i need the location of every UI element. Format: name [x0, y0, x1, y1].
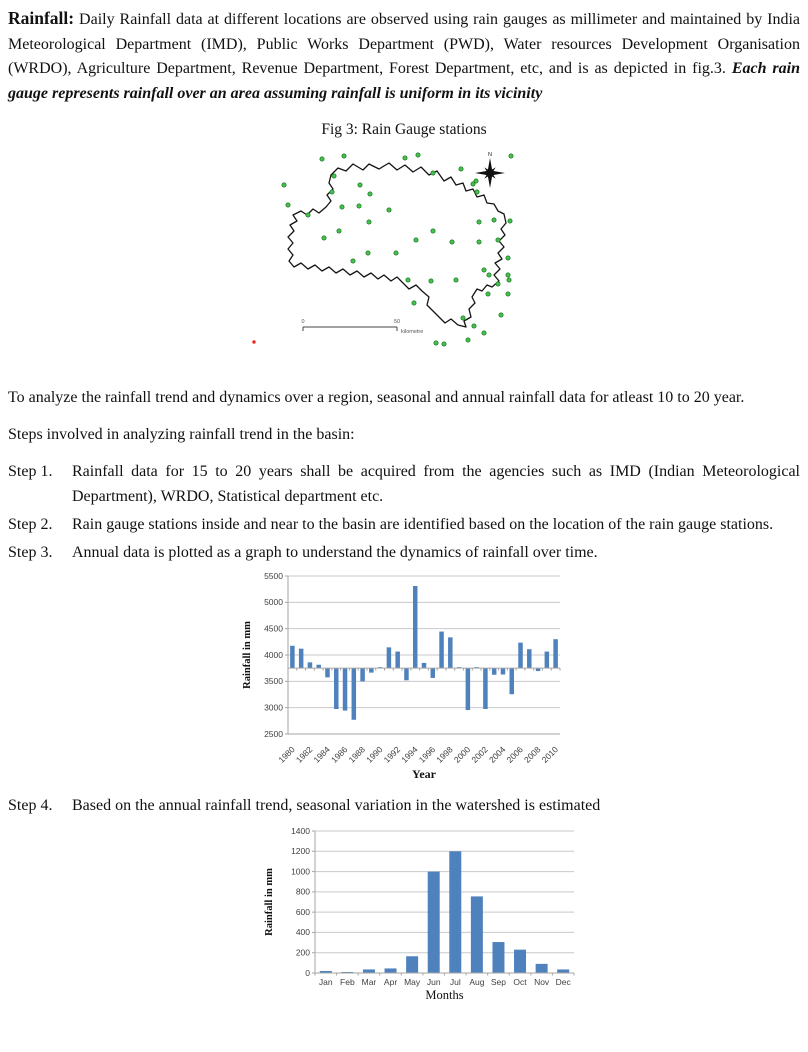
- bar: [448, 637, 453, 668]
- x-tick-label: Apr: [383, 977, 398, 987]
- rain-gauge-dot: [286, 203, 290, 207]
- rain-gauge-dot: [322, 236, 326, 240]
- paragraph-emphasis-text: Each rain gauge represents rainfall over an area assuming rainfall is uniform in its vicinity: [8, 60, 800, 102]
- step-1-text: Rainfall data for 15 to 20 years shall be acquired from the agencies such as IMD (Indian Meteorological Department), WRDO, Statistical department etc.: [72, 463, 800, 505]
- y-tick-label: 1000: [291, 866, 310, 877]
- analysis-paragraph: To analyze the rainfall trend and dynamics over a region, seasonal and annual rainfall data for atleast 10 to 20 year.: [8, 389, 745, 406]
- bar: [422, 663, 427, 668]
- y-tick-label: 800: [295, 886, 310, 897]
- rain-gauge-dot: [466, 338, 470, 342]
- bar: [471, 896, 483, 973]
- north-label: N: [488, 152, 492, 158]
- rain-gauge-dot: [492, 218, 496, 222]
- step-3: [8, 540, 800, 565]
- rain-gauge-dot: [506, 256, 510, 260]
- bar: [369, 668, 374, 672]
- step-3-text: Annual data is plotted as a graph to understand the dynamics of rainfall over time.: [72, 544, 598, 561]
- y-tick-label: 3500: [264, 676, 283, 687]
- bar: [466, 668, 471, 710]
- step-2: [8, 512, 800, 537]
- rain-gauge-dot: [509, 154, 513, 158]
- bar: [316, 665, 321, 668]
- bar: [363, 969, 375, 973]
- rain-gauge-dot: [351, 259, 355, 263]
- rain-gauge-dot: [366, 251, 370, 255]
- y-tick-label: 4000: [264, 649, 283, 660]
- bar: [428, 872, 440, 973]
- rain-gauge-dot: [487, 273, 491, 277]
- x-tick-label: 2006: [504, 744, 525, 765]
- bar: [449, 851, 461, 973]
- rain-gauge-dot: [412, 301, 416, 305]
- bar: [413, 586, 418, 668]
- rain-gauge-dot: [406, 278, 410, 282]
- x-tick-label: 1996: [416, 744, 438, 765]
- red-dot: [252, 340, 255, 343]
- rain-gauge-dot: [342, 154, 346, 158]
- y-tick-label: 2500: [264, 728, 283, 739]
- bar: [387, 647, 392, 668]
- step-2-text: Rain gauge stations inside and near to the basin are identified based on the location of the rain gauge stations.: [72, 516, 774, 533]
- x-tick-label: 1984: [311, 744, 332, 765]
- bar: [290, 646, 295, 668]
- y-tick-label: 5500: [264, 570, 283, 581]
- y-tick-label: 1400: [291, 825, 310, 836]
- x-tick-label: Jun: [426, 977, 441, 987]
- rain-gauge-dot: [506, 273, 510, 277]
- steps-intro: Steps involved in analyzing rainfall trend in the basin:: [8, 425, 355, 443]
- bar: [492, 942, 504, 973]
- y-axis-title: Rainfall in mm: [242, 621, 253, 689]
- y-tick-label: 200: [295, 947, 310, 958]
- x-tick-label: 1986: [328, 744, 350, 765]
- bar: [545, 652, 550, 669]
- rain-gauge-map: [246, 141, 528, 377]
- steps-list: [8, 459, 800, 565]
- bar: [385, 968, 397, 973]
- rain-gauge-dot: [368, 192, 372, 196]
- x-tick-label: 2002: [469, 744, 490, 765]
- y-tick-label: 1200: [291, 846, 310, 857]
- rain-gauge-dot: [431, 229, 435, 233]
- x-tick-label: Feb: [340, 977, 355, 987]
- bar: [334, 668, 339, 709]
- x-tick-label: Sep: [490, 977, 507, 987]
- scale-zero-label: 0: [301, 319, 305, 325]
- rain-gauge-dot: [320, 157, 324, 161]
- bar: [352, 668, 357, 720]
- rain-gauge-dot: [459, 167, 463, 171]
- bar: [514, 950, 526, 973]
- bar: [518, 643, 523, 669]
- rain-gauge-dot: [416, 153, 420, 157]
- intro-paragraph: [8, 6, 800, 106]
- x-tick-label: Nov: [534, 977, 550, 987]
- rain-gauge-dot: [340, 205, 344, 209]
- bar: [509, 668, 514, 694]
- bar: [553, 639, 558, 668]
- x-axis-title: Year: [412, 767, 436, 781]
- rain-gauge-dot: [474, 179, 478, 183]
- rain-gauge-dot: [475, 190, 479, 194]
- rain-gauge-dot: [506, 292, 510, 296]
- rain-gauge-dot: [442, 342, 446, 346]
- bars: [290, 586, 558, 720]
- x-tick-label: 1982: [293, 744, 315, 765]
- y-tick-label: 600: [295, 906, 310, 917]
- rain-gauge-map-figure: [246, 141, 528, 377]
- x-tick-label: Mar: [361, 977, 377, 987]
- rain-gauge-dot: [508, 219, 512, 223]
- monthly-rainfall-bar-chart: [260, 821, 582, 1003]
- x-tick-label: 1998: [434, 744, 455, 765]
- x-tick-label: 1980: [276, 744, 297, 765]
- step-3-label: Step 3.: [8, 544, 53, 561]
- rain-gauge-dot: [387, 208, 391, 212]
- x-tick-label: 1988: [346, 744, 367, 765]
- step-1: [8, 459, 800, 509]
- bar: [325, 668, 330, 677]
- bar: [527, 649, 532, 668]
- bar: [343, 668, 348, 710]
- y-tick-label: 5000: [264, 597, 283, 608]
- y-axis-title: Rainfall in mm: [264, 868, 275, 936]
- basin-outline: [288, 163, 506, 327]
- rain-gauge-dot: [337, 229, 341, 233]
- x-tick-label: May: [404, 977, 421, 987]
- step-1-label: Step 1.: [8, 463, 53, 480]
- x-tick-label: Dec: [555, 977, 571, 987]
- x-tick-label: Jan: [318, 977, 333, 987]
- y-tick-label: 0: [305, 967, 310, 978]
- step-4-text: Based on the annual rainfall trend, seasonal variation in the watershed is estimated: [72, 797, 601, 814]
- rain-gauge-dot: [482, 331, 486, 335]
- bar: [439, 632, 444, 669]
- scale-unit-label: kilometre: [401, 329, 424, 335]
- annual-rainfall-chart-figure: [240, 568, 800, 789]
- x-tick-label: 1990: [364, 744, 385, 765]
- bar: [501, 668, 506, 674]
- rain-gauge-dot: [358, 183, 362, 187]
- rain-gauge-dot: [394, 251, 398, 255]
- rain-gauge-dot: [330, 190, 334, 194]
- rain-gauge-dot: [482, 268, 486, 272]
- annual-rainfall-bar-chart: [240, 568, 580, 784]
- bar: [406, 956, 418, 973]
- rain-gauge-dot: [434, 341, 438, 345]
- rain-gauge-dot: [472, 324, 476, 328]
- rain-gauge-dot: [496, 238, 500, 242]
- bar: [395, 652, 400, 669]
- rain-gauge-dot: [507, 278, 511, 282]
- y-tick-label: 400: [295, 927, 310, 938]
- north-arrow-icon: [475, 152, 505, 188]
- x-axis-title: Months: [425, 988, 464, 1002]
- rain-gauge-dot: [499, 313, 503, 317]
- x-tick-label: Oct: [513, 977, 527, 987]
- rain-gauge-dot: [450, 240, 454, 244]
- scale-fifty-label: 50: [393, 319, 401, 325]
- step-4-label: Step 4.: [8, 797, 53, 814]
- x-tick-label: Aug: [469, 977, 485, 987]
- x-tick-label: 2000: [451, 744, 473, 765]
- step-2-label: Step 2.: [8, 516, 53, 533]
- bar: [299, 649, 304, 668]
- bar: [483, 668, 488, 709]
- bar: [536, 964, 548, 973]
- y-tick-label: 4500: [264, 623, 283, 634]
- rain-gauge-dot: [477, 240, 481, 244]
- x-tick-label: 1992: [381, 744, 403, 765]
- rain-gauge-dot: [332, 174, 336, 178]
- monthly-rainfall-chart-figure: [260, 821, 800, 1008]
- x-tick-label: 2004: [486, 744, 508, 765]
- x-tick-label: Jul: [449, 977, 461, 987]
- y-tick-label: 3000: [264, 702, 283, 713]
- bar: [404, 668, 409, 680]
- rain-gauge-dot: [414, 238, 418, 242]
- bar: [492, 668, 497, 675]
- rain-gauge-dot: [496, 282, 500, 286]
- rain-gauge-dot: [454, 278, 458, 282]
- rain-gauge-dot: [282, 183, 286, 187]
- bar: [557, 969, 569, 973]
- x-tick-label: 1994: [399, 744, 420, 765]
- rain-gauge-dot: [429, 279, 433, 283]
- bar: [431, 668, 436, 678]
- paragraph-body-text: Daily Rainfall data at different locations are observed using rain gauges as millimeter and maintained by India Meteorological Department (IMD), Public Works Department (PWD), Water resources Development Organisation (WRDO), Agriculture Department, Revenue Department, Forest Department, etc, and is as depicted in fig.3.: [8, 11, 800, 77]
- step-4: [8, 793, 800, 818]
- bar: [308, 662, 313, 668]
- rain-gauge-dot: [357, 204, 361, 208]
- x-tick-label: 2010: [539, 744, 561, 765]
- map-scale-bar: [301, 319, 423, 335]
- figure3-caption: Fig 3: Rain Gauge stations: [321, 121, 487, 138]
- paragraph-lead-word: Rainfall:: [8, 8, 75, 28]
- rain-gauge-dot: [431, 171, 435, 175]
- rain-gauge-dot: [477, 220, 481, 224]
- rain-gauge-dots: [282, 153, 513, 346]
- rain-gauge-dot: [461, 316, 465, 320]
- rain-gauge-dot: [403, 156, 407, 160]
- rain-gauge-dot: [367, 220, 371, 224]
- rain-gauge-dot: [486, 292, 490, 296]
- x-tick-label: 2008: [522, 744, 543, 765]
- rain-gauge-dot: [306, 213, 310, 217]
- bar: [360, 668, 365, 681]
